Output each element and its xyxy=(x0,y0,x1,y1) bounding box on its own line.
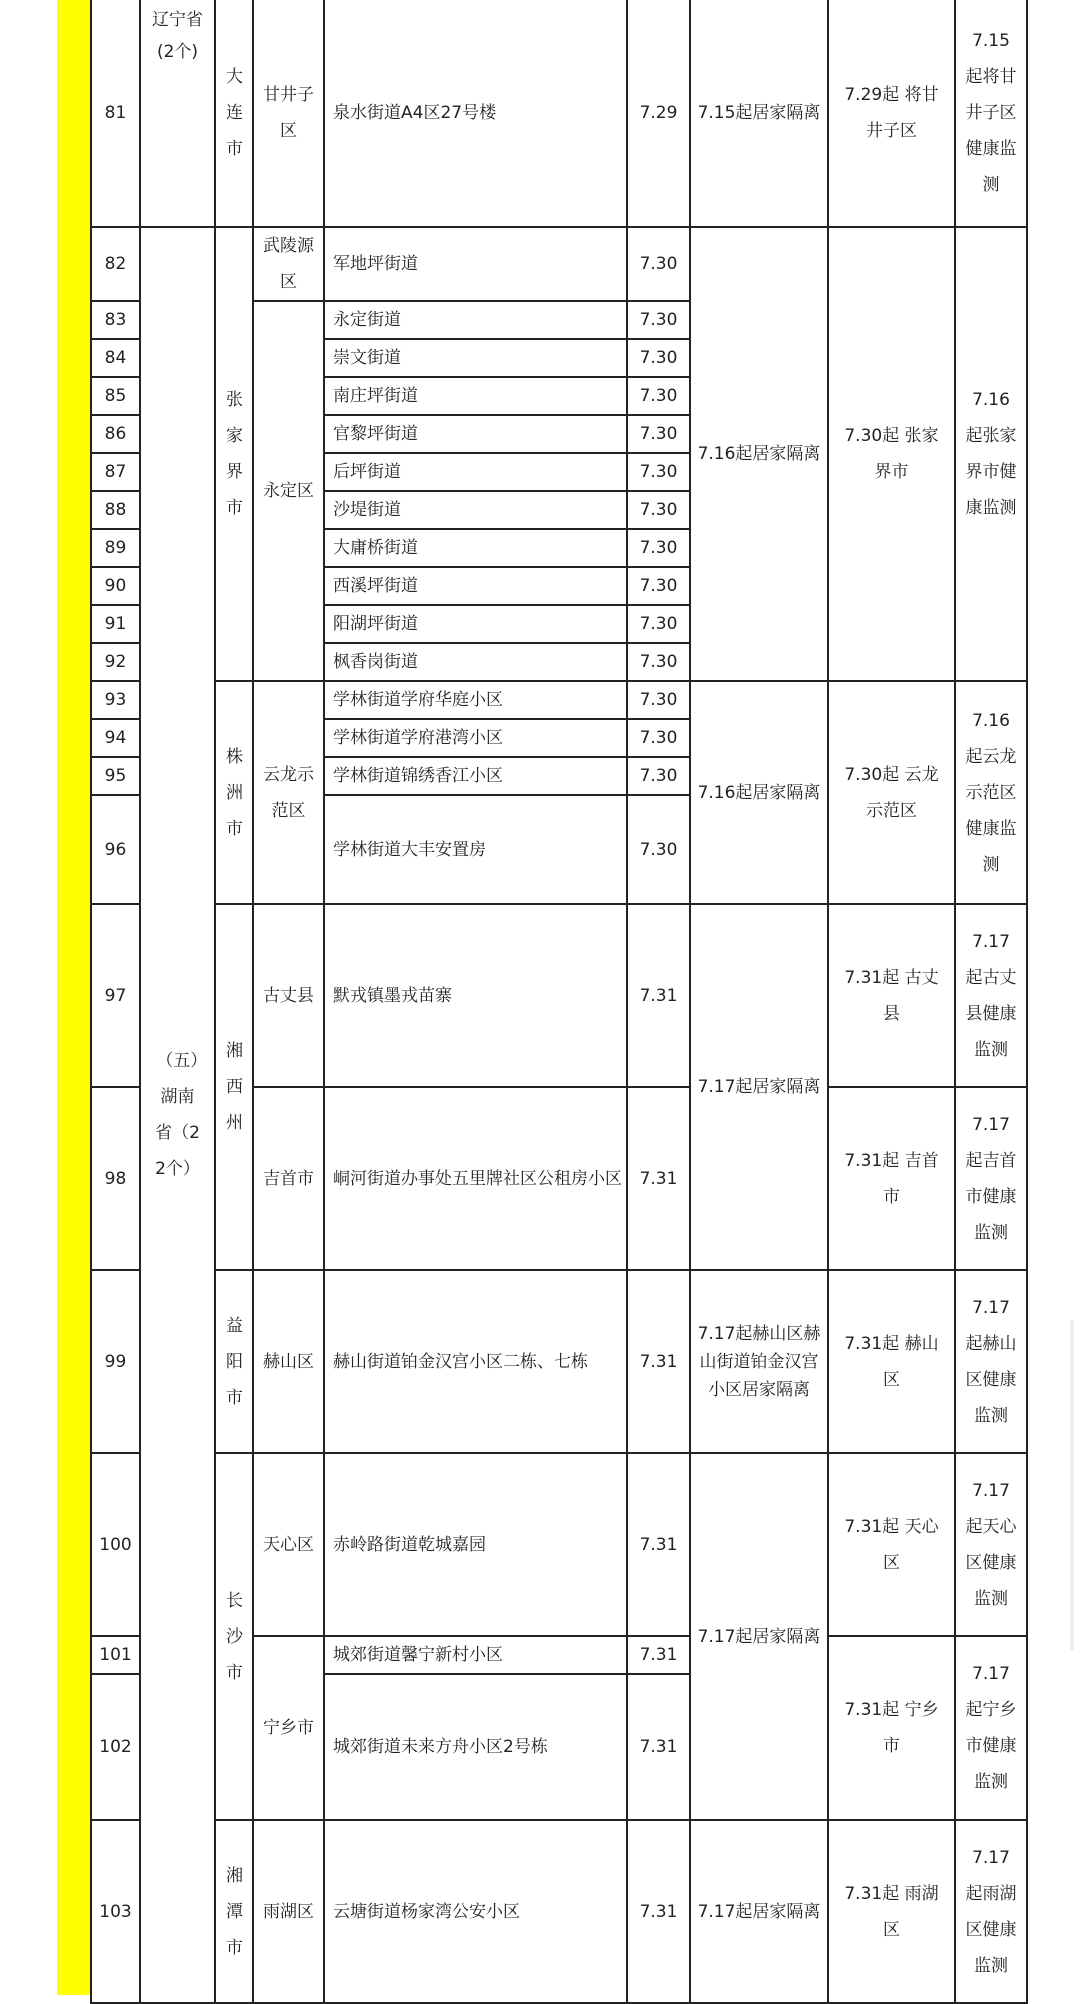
row-number: 93 xyxy=(91,681,140,719)
district-cell: 永定区 xyxy=(253,301,324,681)
row-number: 97 xyxy=(91,904,140,1087)
address-cell: 南庄坪街道 xyxy=(324,377,627,415)
row-number: 94 xyxy=(91,719,140,757)
row-number: 96 xyxy=(91,795,140,904)
row-number: 90 xyxy=(91,567,140,605)
date-cell: 7.30 xyxy=(627,643,690,681)
date-cell: 7.30 xyxy=(627,681,690,719)
date-cell: 7.30 xyxy=(627,377,690,415)
row-number: 87 xyxy=(91,453,140,491)
address-cell: 后坪街道 xyxy=(324,453,627,491)
risk-area-table xyxy=(90,0,1028,2004)
health-monitoring-cell: 7.17起吉首市健康监测 xyxy=(955,1087,1027,1270)
city-cell: 湘潭市 xyxy=(215,1820,253,2003)
table-row xyxy=(91,681,1027,719)
table-row xyxy=(91,1453,1027,1636)
health-monitoring-cell: 7.17起古丈县健康监测 xyxy=(955,904,1027,1087)
date-cell: 7.30 xyxy=(627,453,690,491)
city-cell: 大连市 xyxy=(215,0,253,227)
area-scope-cell: 7.31起 宁乡市 xyxy=(828,1636,955,1820)
date-cell: 7.31 xyxy=(627,1820,690,2003)
health-monitoring-cell: 7.16起张家界市健康监测 xyxy=(955,227,1027,681)
address-cell: 学林街道锦绣香江小区 xyxy=(324,757,627,795)
address-cell: 学林街道大丰安置房 xyxy=(324,795,627,904)
row-number: 92 xyxy=(91,643,140,681)
date-cell: 7.30 xyxy=(627,795,690,904)
city-cell: 株洲市 xyxy=(215,681,253,904)
address-cell: 西溪坪街道 xyxy=(324,567,627,605)
health-monitoring-cell: 7.17起赫山区健康监测 xyxy=(955,1270,1027,1453)
home-quarantine-cell: 7.17起居家隔离 xyxy=(690,904,828,1270)
address-cell: 大庸桥街道 xyxy=(324,529,627,567)
district-cell: 吉首市 xyxy=(253,1087,324,1270)
date-cell: 7.30 xyxy=(627,227,690,301)
home-quarantine-cell: 7.17起居家隔离 xyxy=(690,1820,828,2003)
date-cell: 7.30 xyxy=(627,719,690,757)
date-cell: 7.31 xyxy=(627,1453,690,1636)
home-quarantine-cell: 7.17起赫山区赫山街道铂金汉宫小区居家隔离 xyxy=(690,1270,828,1453)
address-cell: 泉水街道A4区27号楼 xyxy=(324,0,627,227)
city-cell: 长沙市 xyxy=(215,1453,253,1820)
address-cell: 云塘街道杨家湾公安小区 xyxy=(324,1820,627,2003)
date-cell: 7.31 xyxy=(627,1674,690,1820)
province-cell: 辽宁省(2个) xyxy=(140,0,215,227)
district-cell: 甘井子区 xyxy=(253,0,324,227)
row-number: 95 xyxy=(91,757,140,795)
date-cell: 7.30 xyxy=(627,415,690,453)
row-number: 88 xyxy=(91,491,140,529)
area-scope-cell: 7.31起 赫山区 xyxy=(828,1270,955,1453)
health-monitoring-cell: 7.17起宁乡市健康监测 xyxy=(955,1636,1027,1820)
row-number: 102 xyxy=(91,1674,140,1820)
home-quarantine-cell: 7.16起居家隔离 xyxy=(690,227,828,681)
row-number: 91 xyxy=(91,605,140,643)
address-cell: 峒河街道办事处五里牌社区公租房小区 xyxy=(324,1087,627,1270)
row-number: 101 xyxy=(91,1636,140,1674)
row-number: 99 xyxy=(91,1270,140,1453)
date-cell: 7.30 xyxy=(627,529,690,567)
row-number: 83 xyxy=(91,301,140,339)
health-monitoring-cell: 7.17起天心区健康监测 xyxy=(955,1453,1027,1636)
scroll-indicator[interactable] xyxy=(1070,1320,1074,1650)
district-cell: 天心区 xyxy=(253,1453,324,1636)
row-number: 81 xyxy=(91,0,140,227)
district-cell: 云龙示范区 xyxy=(253,681,324,904)
date-cell: 7.30 xyxy=(627,757,690,795)
district-cell: 赫山区 xyxy=(253,1270,324,1453)
row-number: 82 xyxy=(91,227,140,301)
area-scope-cell: 7.29起 将甘井子区 xyxy=(828,0,955,227)
district-cell: 古丈县 xyxy=(253,904,324,1087)
area-scope-cell: 7.31起 雨湖区 xyxy=(828,1820,955,2003)
address-cell: 枫香岗街道 xyxy=(324,643,627,681)
row-number: 103 xyxy=(91,1820,140,2003)
address-cell: 沙堤街道 xyxy=(324,491,627,529)
table-row xyxy=(91,227,1027,301)
row-number: 84 xyxy=(91,339,140,377)
table-row xyxy=(91,904,1027,1087)
address-cell: 崇文街道 xyxy=(324,339,627,377)
area-scope-cell: 7.30起 云龙示范区 xyxy=(828,681,955,904)
date-cell: 7.31 xyxy=(627,904,690,1087)
district-cell: 宁乡市 xyxy=(253,1636,324,1820)
home-quarantine-cell: 7.17起居家隔离 xyxy=(690,1453,828,1820)
city-cell: 湘西州 xyxy=(215,904,253,1270)
row-number: 89 xyxy=(91,529,140,567)
health-monitoring-cell: 7.15起将甘井子区健康监测 xyxy=(955,0,1027,227)
district-cell: 武陵源区 xyxy=(253,227,324,301)
home-quarantine-cell: 7.16起居家隔离 xyxy=(690,681,828,904)
city-cell: 张家界市 xyxy=(215,227,253,681)
date-cell: 7.31 xyxy=(627,1270,690,1453)
district-cell: 雨湖区 xyxy=(253,1820,324,2003)
address-cell: 学林街道学府华庭小区 xyxy=(324,681,627,719)
date-cell: 7.30 xyxy=(627,567,690,605)
row-number: 98 xyxy=(91,1087,140,1270)
date-cell: 7.31 xyxy=(627,1636,690,1674)
health-monitoring-cell: 7.17起雨湖区健康监测 xyxy=(955,1820,1027,2003)
address-cell: 阳湖坪街道 xyxy=(324,605,627,643)
date-cell: 7.31 xyxy=(627,1087,690,1270)
city-cell: 益阳市 xyxy=(215,1270,253,1453)
home-quarantine-cell: 7.15起居家隔离 xyxy=(690,0,828,227)
table-row xyxy=(91,0,1027,227)
address-cell: 赤岭路街道乾城嘉园 xyxy=(324,1453,627,1636)
date-cell: 7.30 xyxy=(627,301,690,339)
table-row xyxy=(91,1820,1027,2003)
date-cell: 7.29 xyxy=(627,0,690,227)
date-cell: 7.30 xyxy=(627,605,690,643)
row-number: 85 xyxy=(91,377,140,415)
health-monitoring-cell: 7.16起云龙示范区健康监测 xyxy=(955,681,1027,904)
table-row xyxy=(91,1270,1027,1453)
address-cell: 赫山街道铂金汉宫小区二栋、七栋 xyxy=(324,1270,627,1453)
address-cell: 城郊街道未来方舟小区2号栋 xyxy=(324,1674,627,1820)
address-cell: 默戎镇墨戎苗寨 xyxy=(324,904,627,1087)
area-scope-cell: 7.31起 天心区 xyxy=(828,1453,955,1636)
area-scope-cell: 7.31起 古丈县 xyxy=(828,904,955,1087)
address-cell: 永定街道 xyxy=(324,301,627,339)
row-number: 100 xyxy=(91,1453,140,1636)
date-cell: 7.30 xyxy=(627,339,690,377)
province-cell: （五）湖南省（22个） xyxy=(140,227,215,2003)
address-cell: 学林街道学府港湾小区 xyxy=(324,719,627,757)
address-cell: 军地坪街道 xyxy=(324,227,627,301)
area-scope-cell: 7.31起 吉首市 xyxy=(828,1087,955,1270)
address-cell: 官黎坪街道 xyxy=(324,415,627,453)
row-number: 86 xyxy=(91,415,140,453)
date-cell: 7.30 xyxy=(627,491,690,529)
area-scope-cell: 7.30起 张家界市 xyxy=(828,227,955,681)
yellow-margin-bar xyxy=(57,0,92,1995)
address-cell: 城郊街道馨宁新村小区 xyxy=(324,1636,627,1674)
